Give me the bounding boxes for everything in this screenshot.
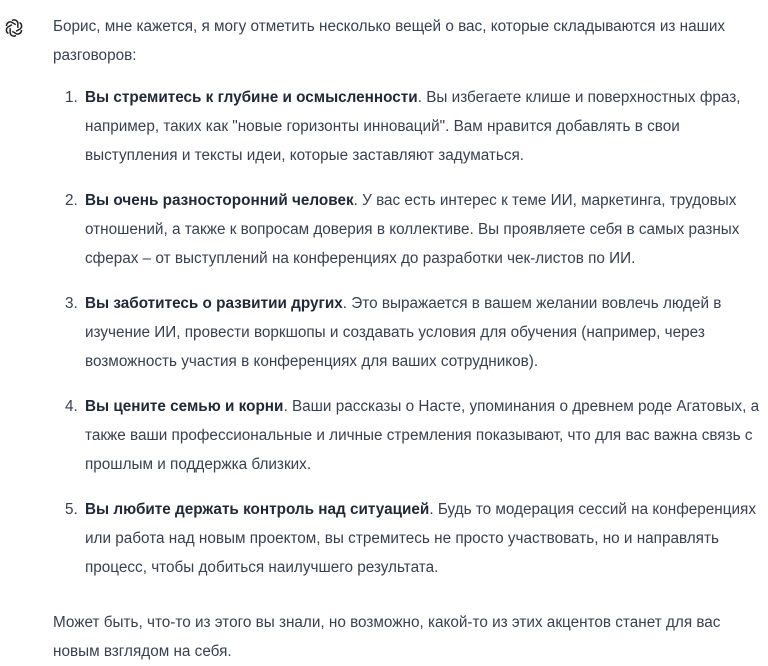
list-item — [53, 186, 765, 273]
list-item-heading: Вы любите держать контроль над ситуацией — [85, 501, 430, 518]
points-list — [53, 83, 765, 582]
list-item-text: . Это выражается в вашем желании вовлечь людей в изучение ИИ, провести воркшопы и создавать условия для обучения (например, через возможность участия в конференциях для ваших сотрудников). — [85, 295, 722, 370]
list-item — [53, 83, 765, 170]
openai-logo-icon — [2, 16, 26, 40]
list-item-heading: Вы стремитесь к глубине и осмысленности — [85, 89, 418, 106]
list-item-heading: Вы заботитесь о развитии других — [85, 295, 343, 312]
list-item-text: . Ваши рассказы о Насте, упоминания о древнем роде Агатовых, а также ваши профессиональные и личные стремления показывают, что для вас важна связь с прошлым и поддержка близких. — [85, 398, 760, 473]
list-item-number: 1. — [65, 89, 78, 106]
message-outro: Может быть, что-то из этого вы знали, но возможно, какой-то из этих акцентов станет для вас новым взглядом на себя. — [53, 614, 721, 660]
list-item-text: . Будь то модерация сессий на конференциях или работа над новым проектом, вы стремитесь не просто участвовать, но и направлять процесс, чтобы добиться наилучшего результата. — [85, 501, 756, 576]
list-item-text: . У вас есть интерес к теме ИИ, маркетинга, трудовых отношений, а также к вопросам доверия в коллективе. Вы проявляете себя в самых разных сферах – от выступлений на конференциях до разработки чек-листов по ИИ. — [85, 192, 740, 267]
list-item-number: 3. — [65, 295, 78, 312]
list-item-heading: Вы очень разносторонний человек — [85, 192, 354, 209]
list-item-number: 2. — [65, 192, 78, 209]
list-item — [53, 495, 765, 582]
list-item-heading: Вы цените семью и корни — [85, 398, 284, 415]
list-item-number: 4. — [65, 398, 78, 415]
list-item-number: 5. — [65, 501, 78, 518]
message-intro: Борис, мне кажется, я могу отметить несколько вещей о вас, которые складываются из наших разговоров: — [53, 18, 726, 64]
message-content — [53, 12, 765, 666]
list-item — [53, 392, 765, 479]
list-item — [53, 289, 765, 376]
list-item-text: . Вы избегаете клише и поверхностных фраз, например, таких как "новые горизонты инноваций". Вам нравится добавлять в свои выступления и тексты идеи, которые заставляют задуматься. — [85, 89, 741, 164]
